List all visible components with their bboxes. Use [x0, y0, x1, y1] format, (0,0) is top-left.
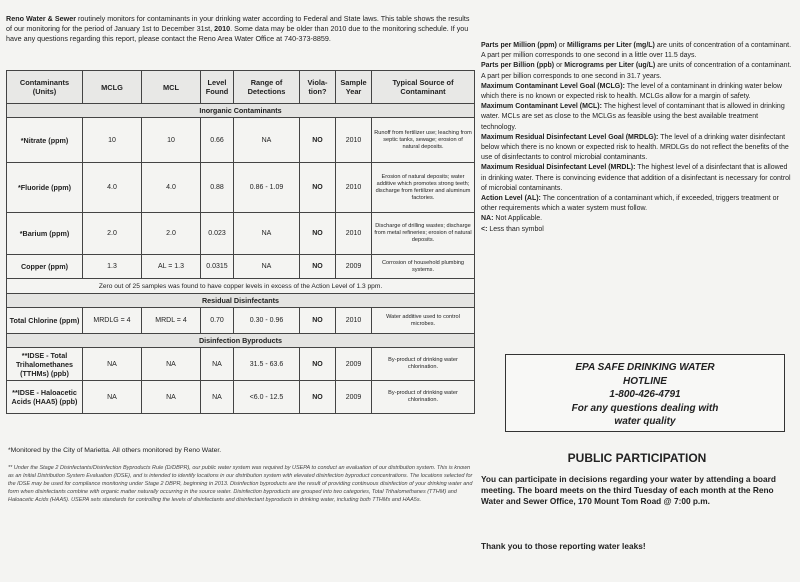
cell-name: **IDSE - Total Trihalomethanes (TTHMs) (ppb) — [7, 348, 83, 381]
idse-footnote: ** Under the Stage 2 Disinfectants/Disinfection Byproducts Rule (D/DBPR), our public water system was required by USEPA to conduct an evaluation of our distribution system. This is known as an Initial Distribution System Evaluation (IDSE), and is intended to identify locations in our distribution system with elevated disinfection byproduct concentrations. The locations selected for the IDSE may be used for compliance monitoring under Stage 2 DBPR, beginning in 2013. Disinfection byproducts are the result of providing continuous disinfection of your drinking water and form when disinfectants combine with organic matter naturally occurring in the source water. Disinfection byproducts are grouped into two categories, Total Trihalomethanes (TTHM) and Haloacetic Acids (HAA5). USEPA sets standards for controlling the levels of disinfectants and disinfectant byproducts in drinking water, including both TTHMs and HAA5s. — [8, 465, 473, 504]
thanks-line: Thank you to those reporting water leaks! — [481, 541, 646, 551]
header-source: Typical Source of Contaminant — [372, 71, 475, 104]
cell-name: **IDSE - Haloacetic Acids (HAA5) (ppb) — [7, 381, 83, 414]
cell-year: 2009 — [336, 381, 372, 414]
cell-violation: NO — [300, 118, 336, 163]
table-row-chlorine — [7, 308, 475, 334]
section-residual: Residual Disinfectants — [7, 294, 475, 308]
table-row-haa5 — [7, 381, 475, 414]
definition-na: NA: Not Applicable. — [481, 215, 543, 223]
cell-mclg: 10 — [83, 118, 142, 163]
cell-mcl: AL = 1.3 — [142, 255, 201, 279]
header-level-found: Level Found — [201, 71, 234, 104]
header-range: Range of Detections — [234, 71, 300, 104]
org-name: Reno Water & Sewer — [6, 14, 77, 23]
cell-level: 0.0315 — [201, 255, 234, 279]
cell-source: Erosion of natural deposits; water additive which promotes strong teeth; discharge from fertilizer and aluminum factories. — [372, 163, 475, 213]
definitions-list — [481, 41, 793, 235]
cell-name: *Fluoride (ppm) — [7, 163, 83, 213]
cell-mcl: NA — [142, 348, 201, 381]
definition-ppb: Parts per Billion (ppb) or Micrograms per Liter (ug/L) are units of concentration of a contaminant. A part per billion corresponds to one second in 31.7 years. — [481, 62, 792, 80]
cell-mcl: 4.0 — [142, 163, 201, 213]
cell-source: By-product of drinking water chlorination. — [372, 348, 475, 381]
public-participation-title: PUBLIC PARTICIPATION — [567, 451, 707, 465]
cell-source: Corrosion of household plumbing systems. — [372, 255, 475, 279]
header-contaminants: Contaminants (Units) — [7, 71, 83, 104]
cell-name: *Barium (ppm) — [7, 213, 83, 255]
definition-mrdlg: Maximum Residual Disinfectant Level Goal (MRDLG): The level of a drinking water disinfectant below which there is no known or expected risk to health. MRDLGs do not reflect the benefits of the use of disinfectants to control microbial contaminants. — [481, 133, 789, 162]
epa-hotline-box — [505, 354, 785, 432]
cell-mcl: NA — [142, 381, 201, 414]
cell-mclg: NA — [83, 381, 142, 414]
hotline-phone: 1-800-426-4791 — [609, 389, 681, 400]
cell-source: Runoff from fertilizer use; leaching from septic tanks, sewage; erosion of natural deposits. — [372, 118, 475, 163]
header-mclg: MCLG — [83, 71, 142, 104]
table-header-row — [7, 71, 475, 104]
intro-text-2: . Some data may be older than 2010 due to the monitoring schedule. If you have any questions regarding this report, please contact the Reno Area Water Office at 740-373-8859. — [6, 24, 469, 43]
report-year: 2010 — [214, 24, 231, 33]
header-violation: Viola-tion? — [300, 71, 336, 104]
cell-name: Copper (ppm) — [7, 255, 83, 279]
definition-mcl: Maximum Contaminant Level (MCL): The highest level of contaminant that is allowed in drinking water. MCLs are set as close to the MCLGs as feasible using the best available treatment technology. — [481, 103, 785, 131]
table-row-barium — [7, 213, 475, 255]
header-mcl: MCL — [142, 71, 201, 104]
cell-range: <6.0 - 12.5 — [234, 381, 300, 414]
cell-mclg: 4.0 — [83, 163, 142, 213]
cell-year: 2010 — [336, 163, 372, 213]
cell-year: 2010 — [336, 308, 372, 334]
cell-name: Total Chlorine (ppm) — [7, 308, 83, 334]
table-row-fluoride — [7, 163, 475, 213]
cell-range: 0.86 - 1.09 — [234, 163, 300, 213]
cell-violation: NO — [300, 308, 336, 334]
cell-mcl: 10 — [142, 118, 201, 163]
section-byproducts: Disinfection Byproducts — [7, 334, 475, 348]
cell-mcl: MRDL = 4 — [142, 308, 201, 334]
cell-source: Discharge of drilling wastes; discharge from metal refineries; erosion of natural deposits. — [372, 213, 475, 255]
monitor-footnote: *Monitored by the City of Marietta. All others monitored by Reno Water. — [8, 447, 222, 454]
copper-note: Zero out of 25 samples was found to have copper levels in excess of the Action Level of 1.3 ppm. — [7, 279, 475, 294]
hotline-label: HOTLINE — [623, 375, 667, 387]
cell-level: 0.66 — [201, 118, 234, 163]
table-row-tthm — [7, 348, 475, 381]
cell-range: 31.5 - 63.6 — [234, 348, 300, 381]
cell-level: NA — [201, 348, 234, 381]
cell-violation: NO — [300, 348, 336, 381]
cell-mcl: 2.0 — [142, 213, 201, 255]
cell-range: NA — [234, 213, 300, 255]
table-row-nitrate — [7, 118, 475, 163]
section-inorganic: Inorganic Contaminants — [7, 104, 475, 118]
cell-year: 2009 — [336, 348, 372, 381]
definition-mrdl: Maximum Residual Disinfectant Level (MRDL): The highest level of a disinfectant that is allowed in drinking water. There is convincing evidence that addition of a disinfectant is necessary for control of microbial contaminants. — [481, 164, 791, 192]
cell-range: 0.30 - 0.96 — [234, 308, 300, 334]
cell-violation: NO — [300, 213, 336, 255]
cell-mclg: NA — [83, 348, 142, 381]
cell-year: 2010 — [336, 213, 372, 255]
intro-paragraph — [6, 14, 471, 44]
cell-source: Water additive used to control microbes. — [372, 308, 475, 334]
hotline-line4: water quality — [614, 416, 676, 427]
cell-mclg: 1.3 — [83, 255, 142, 279]
public-participation-body: You can participate in decisions regarding your water by attending a board meeting. The board meets on the third Tuesday of each month at the Reno Water and Sewer Office, 170 Mount Tom Road @ 7:00 p.m. — [481, 474, 776, 507]
cell-level: 0.70 — [201, 308, 234, 334]
hotline-line3: For any questions dealing with — [571, 402, 719, 414]
definition-mclg: Maximum Contaminant Level Goal (MCLG): The level of a contaminant in drinking water below which there is no known or expected risk to health. MCLGs allow for a margin of safety. — [481, 82, 782, 101]
definition-ppm: Parts per Million (ppm) or Milligrams per Liter (mg/L) are units of concentration of a contaminant. A part per million corresponds to one second in a little over 11.5 days. — [481, 42, 792, 60]
cell-mclg: MRDLG = 4 — [83, 308, 142, 334]
cell-level: NA — [201, 381, 234, 414]
cell-name: *Nitrate (ppm) — [7, 118, 83, 163]
intro-text-1: routinely monitors for contaminants in your drinking water according to Federal and State laws. This table shows the results of our monitoring for the period of January 1st to December 31st, — [6, 14, 470, 33]
water-quality-table — [6, 70, 475, 414]
cell-source: By-product of drinking water chlorination. — [372, 381, 475, 414]
header-sample-year: Sample Year — [336, 71, 372, 104]
cell-year: 2010 — [336, 118, 372, 163]
cell-violation: NO — [300, 255, 336, 279]
cell-mclg: 2.0 — [83, 213, 142, 255]
definition-al: Action Level (AL): The concentration of a contaminant which, if exceeded, triggers treatment or other requirements which a water system must follow. — [481, 195, 779, 213]
definition-less-than: <: Less than symbol — [481, 225, 544, 233]
table-row-copper — [7, 255, 475, 279]
cell-level: 0.88 — [201, 163, 234, 213]
cell-level: 0.023 — [201, 213, 234, 255]
cell-range: NA — [234, 118, 300, 163]
cell-year: 2009 — [336, 255, 372, 279]
cell-range: NA — [234, 255, 300, 279]
cell-violation: NO — [300, 163, 336, 213]
cell-violation: NO — [300, 381, 336, 414]
hotline-title: EPA SAFE DRINKING WATER — [575, 362, 715, 373]
